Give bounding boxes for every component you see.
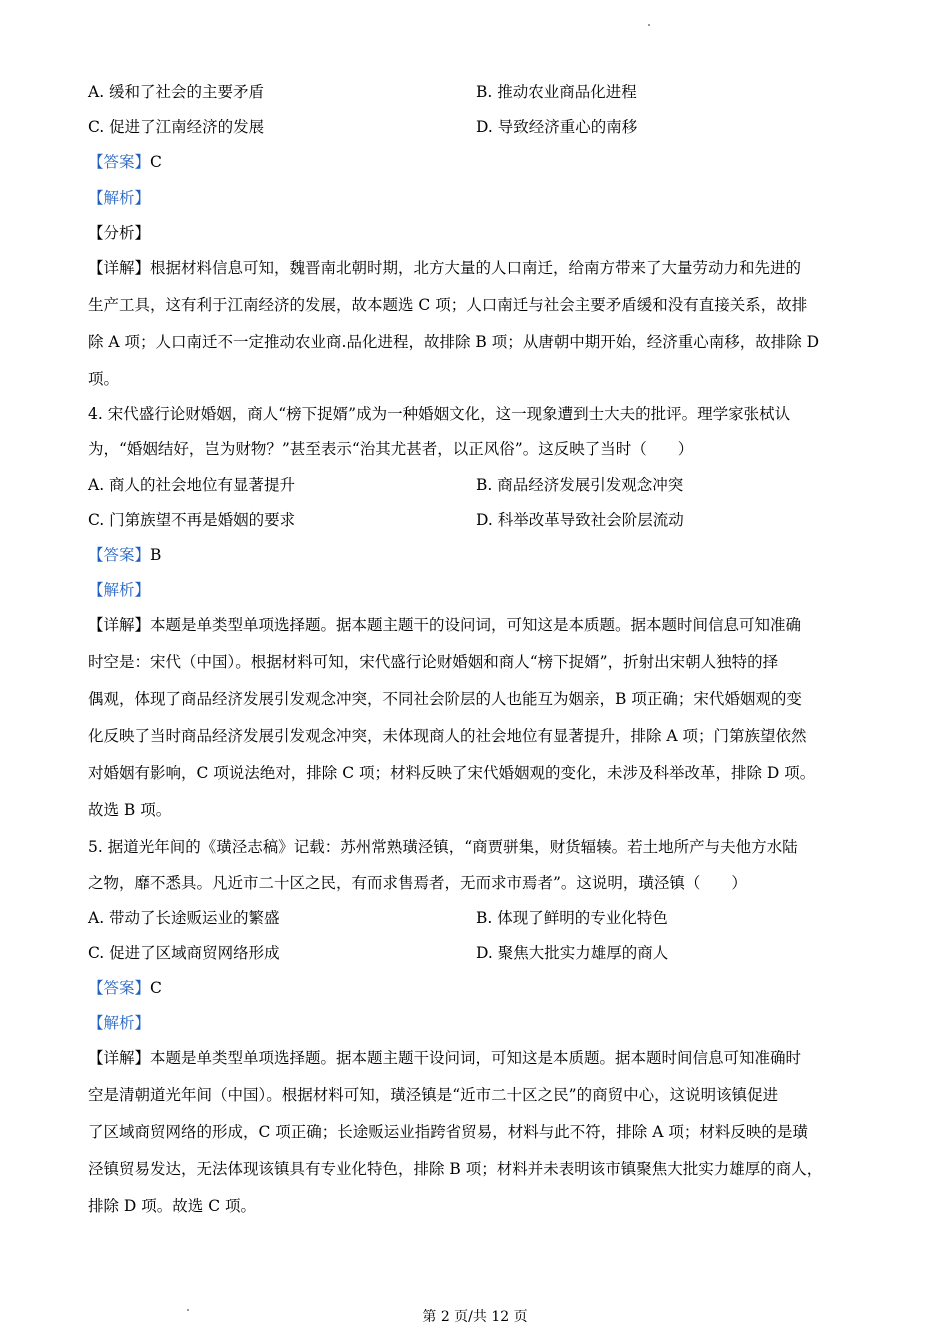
q5-detail-line: 排除 D 项。故选 C 项。 bbox=[88, 1197, 256, 1215]
q3-option-c: C. 促进了江南经济的发展 bbox=[88, 118, 265, 136]
q3-option-d: D. 导致经济重心的南移 bbox=[476, 118, 638, 136]
q4-detail-line: 对婚姻有影响，C 项说法绝对，排除 C 项；材料反映了宋代婚姻观的变化，未涉及科举改革，排除 D 项。 bbox=[88, 764, 816, 782]
q4-analysis-tag: 【解析】 bbox=[88, 581, 151, 599]
q5-analysis-tag: 【解析】 bbox=[88, 1014, 151, 1032]
q3-detail-line: 除 A 项；人口南迁不一定推动农业商.品化进程，故排除 B 项；从唐朝中期开始，经济重心南移，故排除 D bbox=[88, 333, 820, 351]
q5-stem-line: 5. 据道光年间的《璜泾志稿》记载：苏州常熟璜泾镇，“商贾骈集，财货辐辏。若土地所产与夫他方水陆 bbox=[88, 838, 798, 856]
q5-stem-line: 之物，靡不悉具。凡近市二十区之民，有而求售焉者，无而求市焉者”。这说明，璜泾镇（ ） bbox=[88, 874, 747, 892]
answer-tag: 【答案】 bbox=[88, 546, 151, 564]
q4-detail-line: 时空是：宋代（中国）。根据材料可知，宋代盛行论财婚姻和商人“榜下捉婿”，折射出宋朝人独特的择 bbox=[88, 653, 779, 671]
answer-value: C bbox=[150, 153, 162, 171]
q3-detail-line bbox=[88, 258, 801, 278]
q4-detail-line: 故选 B 项。 bbox=[88, 801, 172, 819]
answer-tag: 【答案】 bbox=[88, 153, 151, 171]
q4-option-a: A. 商人的社会地位有显著提升 bbox=[88, 476, 296, 494]
detail-tag: 【详解】 bbox=[88, 1049, 151, 1067]
q3-detail-line: 项。 bbox=[88, 370, 120, 388]
decorative-dot bbox=[648, 24, 650, 26]
q3-fenxi-tag: 【分析】 bbox=[88, 224, 151, 242]
q5-option-c: C. 促进了区域商贸网络形成 bbox=[88, 944, 280, 962]
answer-tag: 【答案】 bbox=[88, 979, 151, 997]
q5-option-a: A. 带动了长途贩运业的繁盛 bbox=[88, 909, 280, 927]
q4-option-c: C. 门第族望不再是婚姻的要求 bbox=[88, 511, 296, 529]
q3-detail-line: 生产工具，这有利于江南经济的发展，故本题选 C 项；人口南迁与社会主要矛盾缓和没有直接关系，故排 bbox=[88, 296, 808, 314]
q3-analysis-tag: 【解析】 bbox=[88, 189, 151, 207]
detail-tag: 【详解】 bbox=[88, 616, 151, 634]
q5-detail-line: 泾镇贸易发达，无法体现该镇具有专业化特色，排除 B 项；材料并未表明该市镇聚焦大批实力雄厚的商人， bbox=[88, 1160, 823, 1178]
detail-text: 本题是单类型单项选择题。据本题主题干的设问词，可知这是本质题。据本题时间信息可知准确 bbox=[150, 616, 802, 634]
detail-text: 本题是单类型单项选择题。据本题主题干设问词，可知这是本质题。据本题时间信息可知准确时 bbox=[150, 1049, 802, 1067]
detail-tag: 【详解】 bbox=[88, 259, 151, 277]
q5-detail-line bbox=[88, 1048, 801, 1068]
answer-value: C bbox=[150, 979, 162, 997]
page-footer: 第 2 页/共 12 页 bbox=[422, 1309, 528, 1325]
answer-value: B bbox=[150, 546, 162, 564]
q4-detail-line bbox=[88, 615, 801, 635]
q5-answer bbox=[88, 978, 162, 998]
q5-detail-line: 了区域商贸网络的形成，C 项正确；长途贩运业指跨省贸易，材料与此不符，排除 A 项；材料反映的是璜 bbox=[88, 1123, 808, 1141]
detail-text: 根据材料信息可知，魏晋南北朝时期，北方大量的人口南迁，给南方带来了大量劳动力和先进的 bbox=[150, 259, 802, 277]
q4-detail-line: 化反映了当时商品经济发展引发观念冲突，未体现商人的社会地位有显著提升，排除 A 项；门第族望依然 bbox=[88, 727, 807, 745]
q5-option-b: B. 体现了鲜明的专业化特色 bbox=[476, 909, 668, 927]
q3-option-b: B. 推动农业商品化进程 bbox=[476, 83, 637, 101]
q4-stem-line: 4. 宋代盛行论财婚姻，商人“榜下捉婿”成为一种婚姻文化，这一现象遭到士大夫的批评。理学家张栻认 bbox=[88, 405, 791, 423]
q4-stem-line: 为，“婚姻结好，岂为财物？”甚至表示“治其尤甚者，以正风俗”。这反映了当时（ ） bbox=[88, 440, 694, 458]
q5-detail-line: 空是清朝道光年间（中国）。根据材料可知，璜泾镇是“近市二十区之民”的商贸中心，这说明该镇促进 bbox=[88, 1086, 779, 1104]
q4-answer bbox=[88, 545, 161, 565]
q4-option-b: B. 商品经济发展引发观念冲突 bbox=[476, 476, 684, 494]
q3-option-a: A. 缓和了社会的主要矛盾 bbox=[88, 83, 265, 101]
q4-detail-line: 偶观，体现了商品经济发展引发观念冲突，不同社会阶层的人也能互为姻亲，B 项正确；宋代婚姻观的变 bbox=[88, 690, 802, 708]
q4-option-d: D. 科举改革导致社会阶层流动 bbox=[476, 511, 684, 529]
q3-answer bbox=[88, 152, 162, 172]
q5-option-d: D. 聚焦大批实力雄厚的商人 bbox=[476, 944, 669, 962]
